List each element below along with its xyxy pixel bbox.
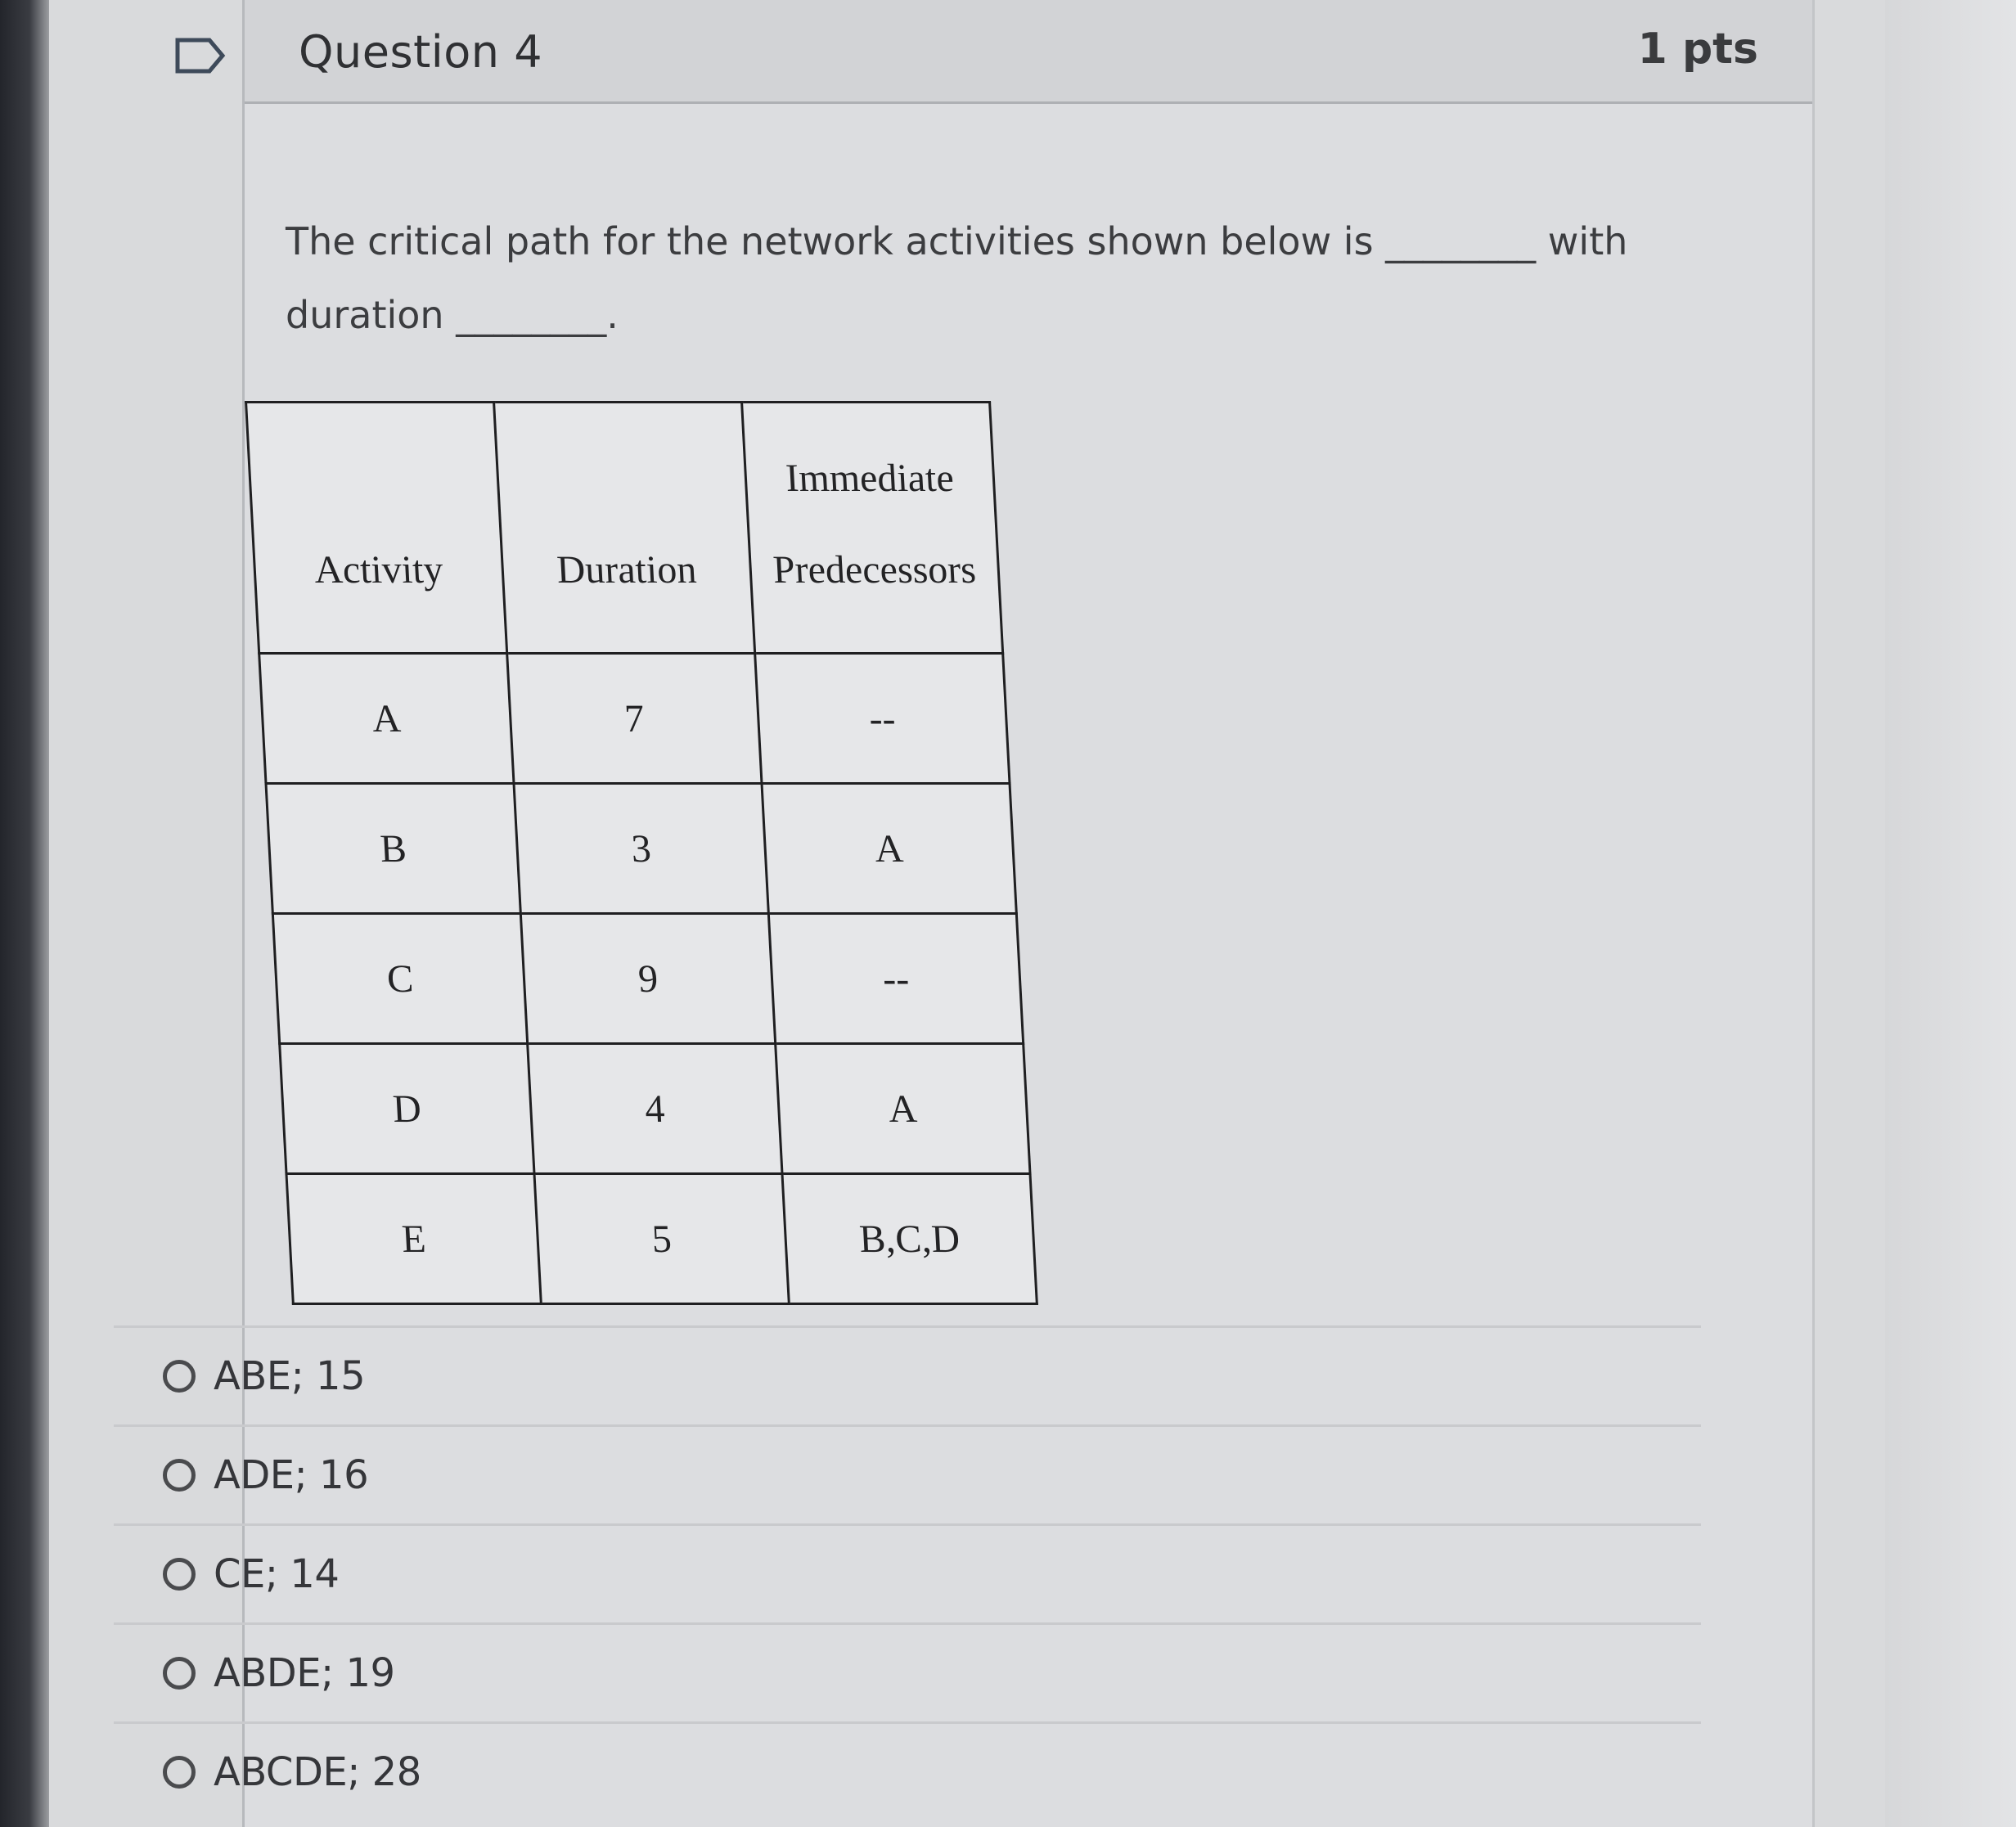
answer-label[interactable]: ABCDE; 28 — [214, 1749, 421, 1795]
screen-edge — [0, 0, 49, 1827]
column-header-predecessors: Immediate Predecessors — [742, 403, 1003, 654]
answer-option-4[interactable] — [114, 1622, 1701, 1721]
cell-activity: B — [266, 784, 520, 914]
table-row — [266, 784, 1016, 914]
cell-duration: 3 — [514, 784, 768, 914]
question-text: The critical path for the network activities shown below is ________ with duration ________. — [286, 219, 1628, 337]
answer-option-5[interactable] — [114, 1721, 1701, 1820]
table-row — [272, 914, 1023, 1044]
cell-activity: A — [259, 654, 514, 784]
cell-duration: 5 — [534, 1174, 789, 1304]
question-title: Question 4 — [299, 26, 543, 78]
cell-predecessors: A — [776, 1044, 1030, 1174]
cell-duration: 7 — [507, 654, 762, 784]
question-points: 1 pts — [1637, 25, 1758, 74]
cell-duration: 9 — [520, 914, 775, 1044]
answer-option-3[interactable] — [114, 1523, 1701, 1622]
column-header-activity: Activity — [246, 403, 507, 654]
radio-unselected-icon[interactable] — [163, 1657, 196, 1690]
cell-duration: 4 — [528, 1044, 782, 1174]
answer-option-2[interactable] — [114, 1424, 1701, 1523]
answer-label[interactable]: ABDE; 19 — [214, 1650, 395, 1696]
question-card — [214, 0, 1815, 1827]
cell-predecessors: B,C,D — [782, 1174, 1037, 1304]
flag-bookmark-icon[interactable] — [175, 38, 226, 74]
answer-label[interactable]: CE; 14 — [214, 1551, 340, 1597]
cell-predecessors: -- — [768, 914, 1023, 1044]
answer-label[interactable]: ADE; 16 — [214, 1452, 369, 1498]
question-header — [245, 0, 1812, 104]
radio-unselected-icon[interactable] — [163, 1360, 196, 1393]
page-margin — [1885, 0, 2016, 1827]
column-header-duration: Duration — [494, 403, 755, 654]
cell-predecessors: -- — [755, 654, 1010, 784]
radio-unselected-icon[interactable] — [163, 1756, 196, 1789]
activity-table — [245, 401, 1038, 1305]
cell-activity: D — [280, 1044, 534, 1174]
table-row — [280, 1044, 1030, 1174]
table-row — [286, 1174, 1037, 1304]
table-row — [259, 654, 1010, 784]
cell-activity: E — [286, 1174, 541, 1304]
answer-list — [114, 1325, 1701, 1820]
radio-unselected-icon[interactable] — [163, 1459, 196, 1492]
cell-predecessors: A — [762, 784, 1016, 914]
table-header-row — [246, 403, 1003, 654]
radio-unselected-icon[interactable] — [163, 1558, 196, 1591]
answer-option-1[interactable] — [114, 1325, 1701, 1424]
answer-label[interactable]: ABE; 15 — [214, 1353, 366, 1399]
cell-activity: C — [272, 914, 527, 1044]
